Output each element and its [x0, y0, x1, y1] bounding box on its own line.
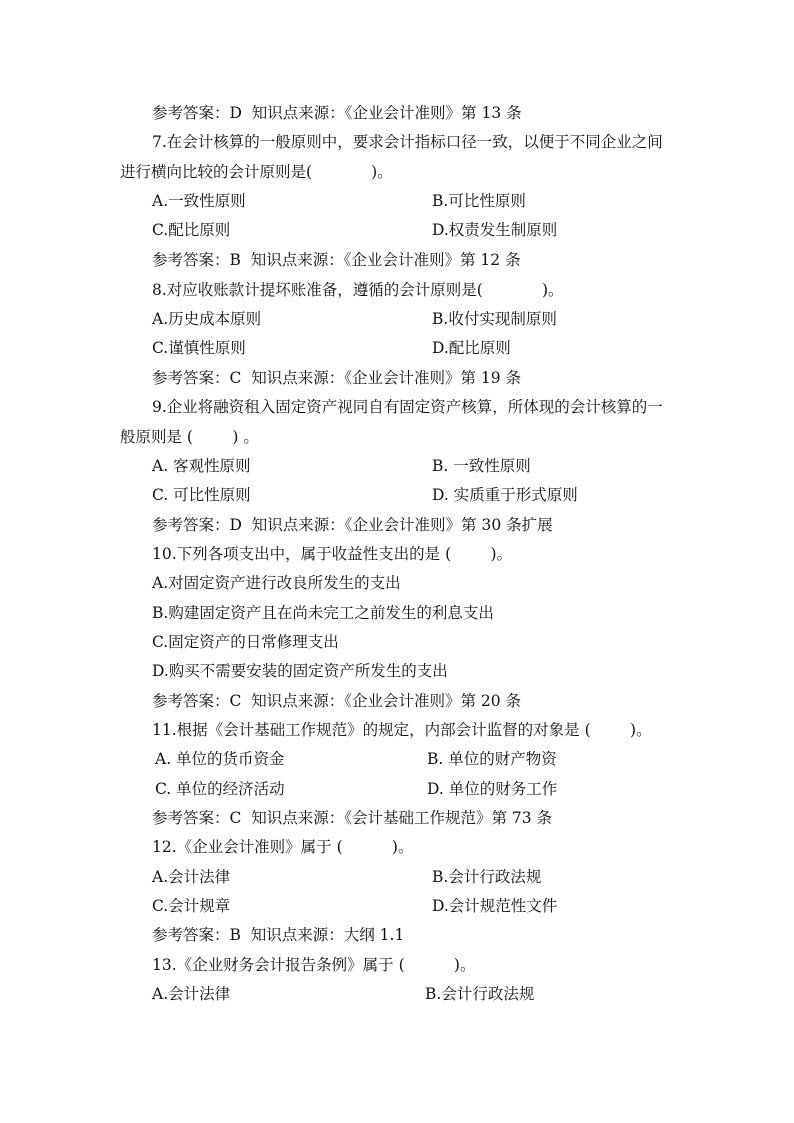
answer-line-q12: 参考答案：B 知识点来源：大纲 1.1	[152, 926, 405, 944]
question-8-line-1: 8.对应收账款计提坏账准备，遵循的会计原则是( )。	[152, 281, 564, 299]
answer-line-q7: 参考答案：B 知识点来源：《企业会计准则》第 12 条	[152, 251, 521, 269]
option-a: A.会计法律	[152, 868, 231, 886]
option-b: B.收付实现制原则	[432, 310, 557, 328]
question-12-line-1: 12.《企业会计准则》属于 ( )。	[152, 838, 414, 856]
option-a: A.会计法律	[152, 985, 231, 1003]
option-d: D.购买不需要安装的固定资产所发生的支出	[152, 662, 448, 680]
option-b: B.购建固定资产且在尚未完工之前发生的利息支出	[152, 604, 494, 622]
option-d: D. 单位的财务工作	[427, 780, 558, 798]
option-b: B. 单位的财产物资	[427, 750, 557, 768]
option-b: B. 一致性原则	[432, 457, 531, 475]
answer-line-q11: 参考答案：C 知识点来源：《会计基础工作规范》第 73 条	[152, 809, 553, 827]
option-b: B.会计行政法规	[425, 985, 535, 1003]
option-b: B.会计行政法规	[432, 868, 542, 886]
option-c: C. 可比性原则	[152, 486, 251, 504]
option-c: C. 单位的经济活动	[155, 780, 285, 798]
option-a: A. 单位的货币资金	[155, 750, 285, 768]
option-d: D.会计规范性文件	[432, 897, 558, 915]
question-9-line-1: 9.企业将融资租入固定资产视同自有固定资产核算，所体现的会计核算的一	[152, 398, 663, 416]
answer-line-q10: 参考答案：C 知识点来源：《企业会计准则》第 20 条	[152, 692, 522, 710]
option-c: C.会计规章	[152, 897, 231, 915]
option-d: D.权责发生制原则	[432, 221, 558, 239]
option-a: A.历史成本原则	[152, 310, 262, 328]
answer-line-q9: 参考答案：D 知识点来源：《企业会计准则》第 30 条扩展	[152, 516, 553, 534]
question-7-line-1: 7.在会计核算的一般原则中，要求会计指标口径一致，以便于不同企业之间	[152, 133, 663, 151]
option-c: C.配比原则	[152, 221, 231, 239]
question-13-line-1: 13.《企业财务会计报告条例》属于 ( )。	[152, 956, 476, 974]
option-c: C.固定资产的日常修理支出	[152, 633, 339, 651]
option-d: D.配比原则	[432, 339, 511, 357]
option-a: A.对固定资产进行改良所发生的支出	[152, 574, 401, 592]
question-7-line-2: 进行横向比较的会计原则是( )。	[120, 163, 393, 181]
question-9-line-2: 般原则是 ( ) 。	[120, 428, 259, 446]
option-a: A. 客观性原则	[152, 457, 251, 475]
question-10-line-1: 10.下列各项支出中，属于收益性支出的是 ( )。	[152, 545, 513, 563]
option-d: D. 实质重于形式原则	[432, 486, 578, 504]
answer-line-q6: 参考答案：D 知识点来源：《企业会计准则》第 13 条	[152, 104, 522, 122]
option-b: B.可比性原则	[432, 192, 526, 210]
question-11-line-1: 11.根据《会计基础工作规范》的规定，内部会计监督的对象是 ( )。	[152, 721, 652, 739]
option-c: C.谨慎性原则	[152, 339, 246, 357]
answer-line-q8: 参考答案：C 知识点来源：《企业会计准则》第 19 条	[152, 369, 522, 387]
option-a: A.一致性原则	[152, 192, 246, 210]
